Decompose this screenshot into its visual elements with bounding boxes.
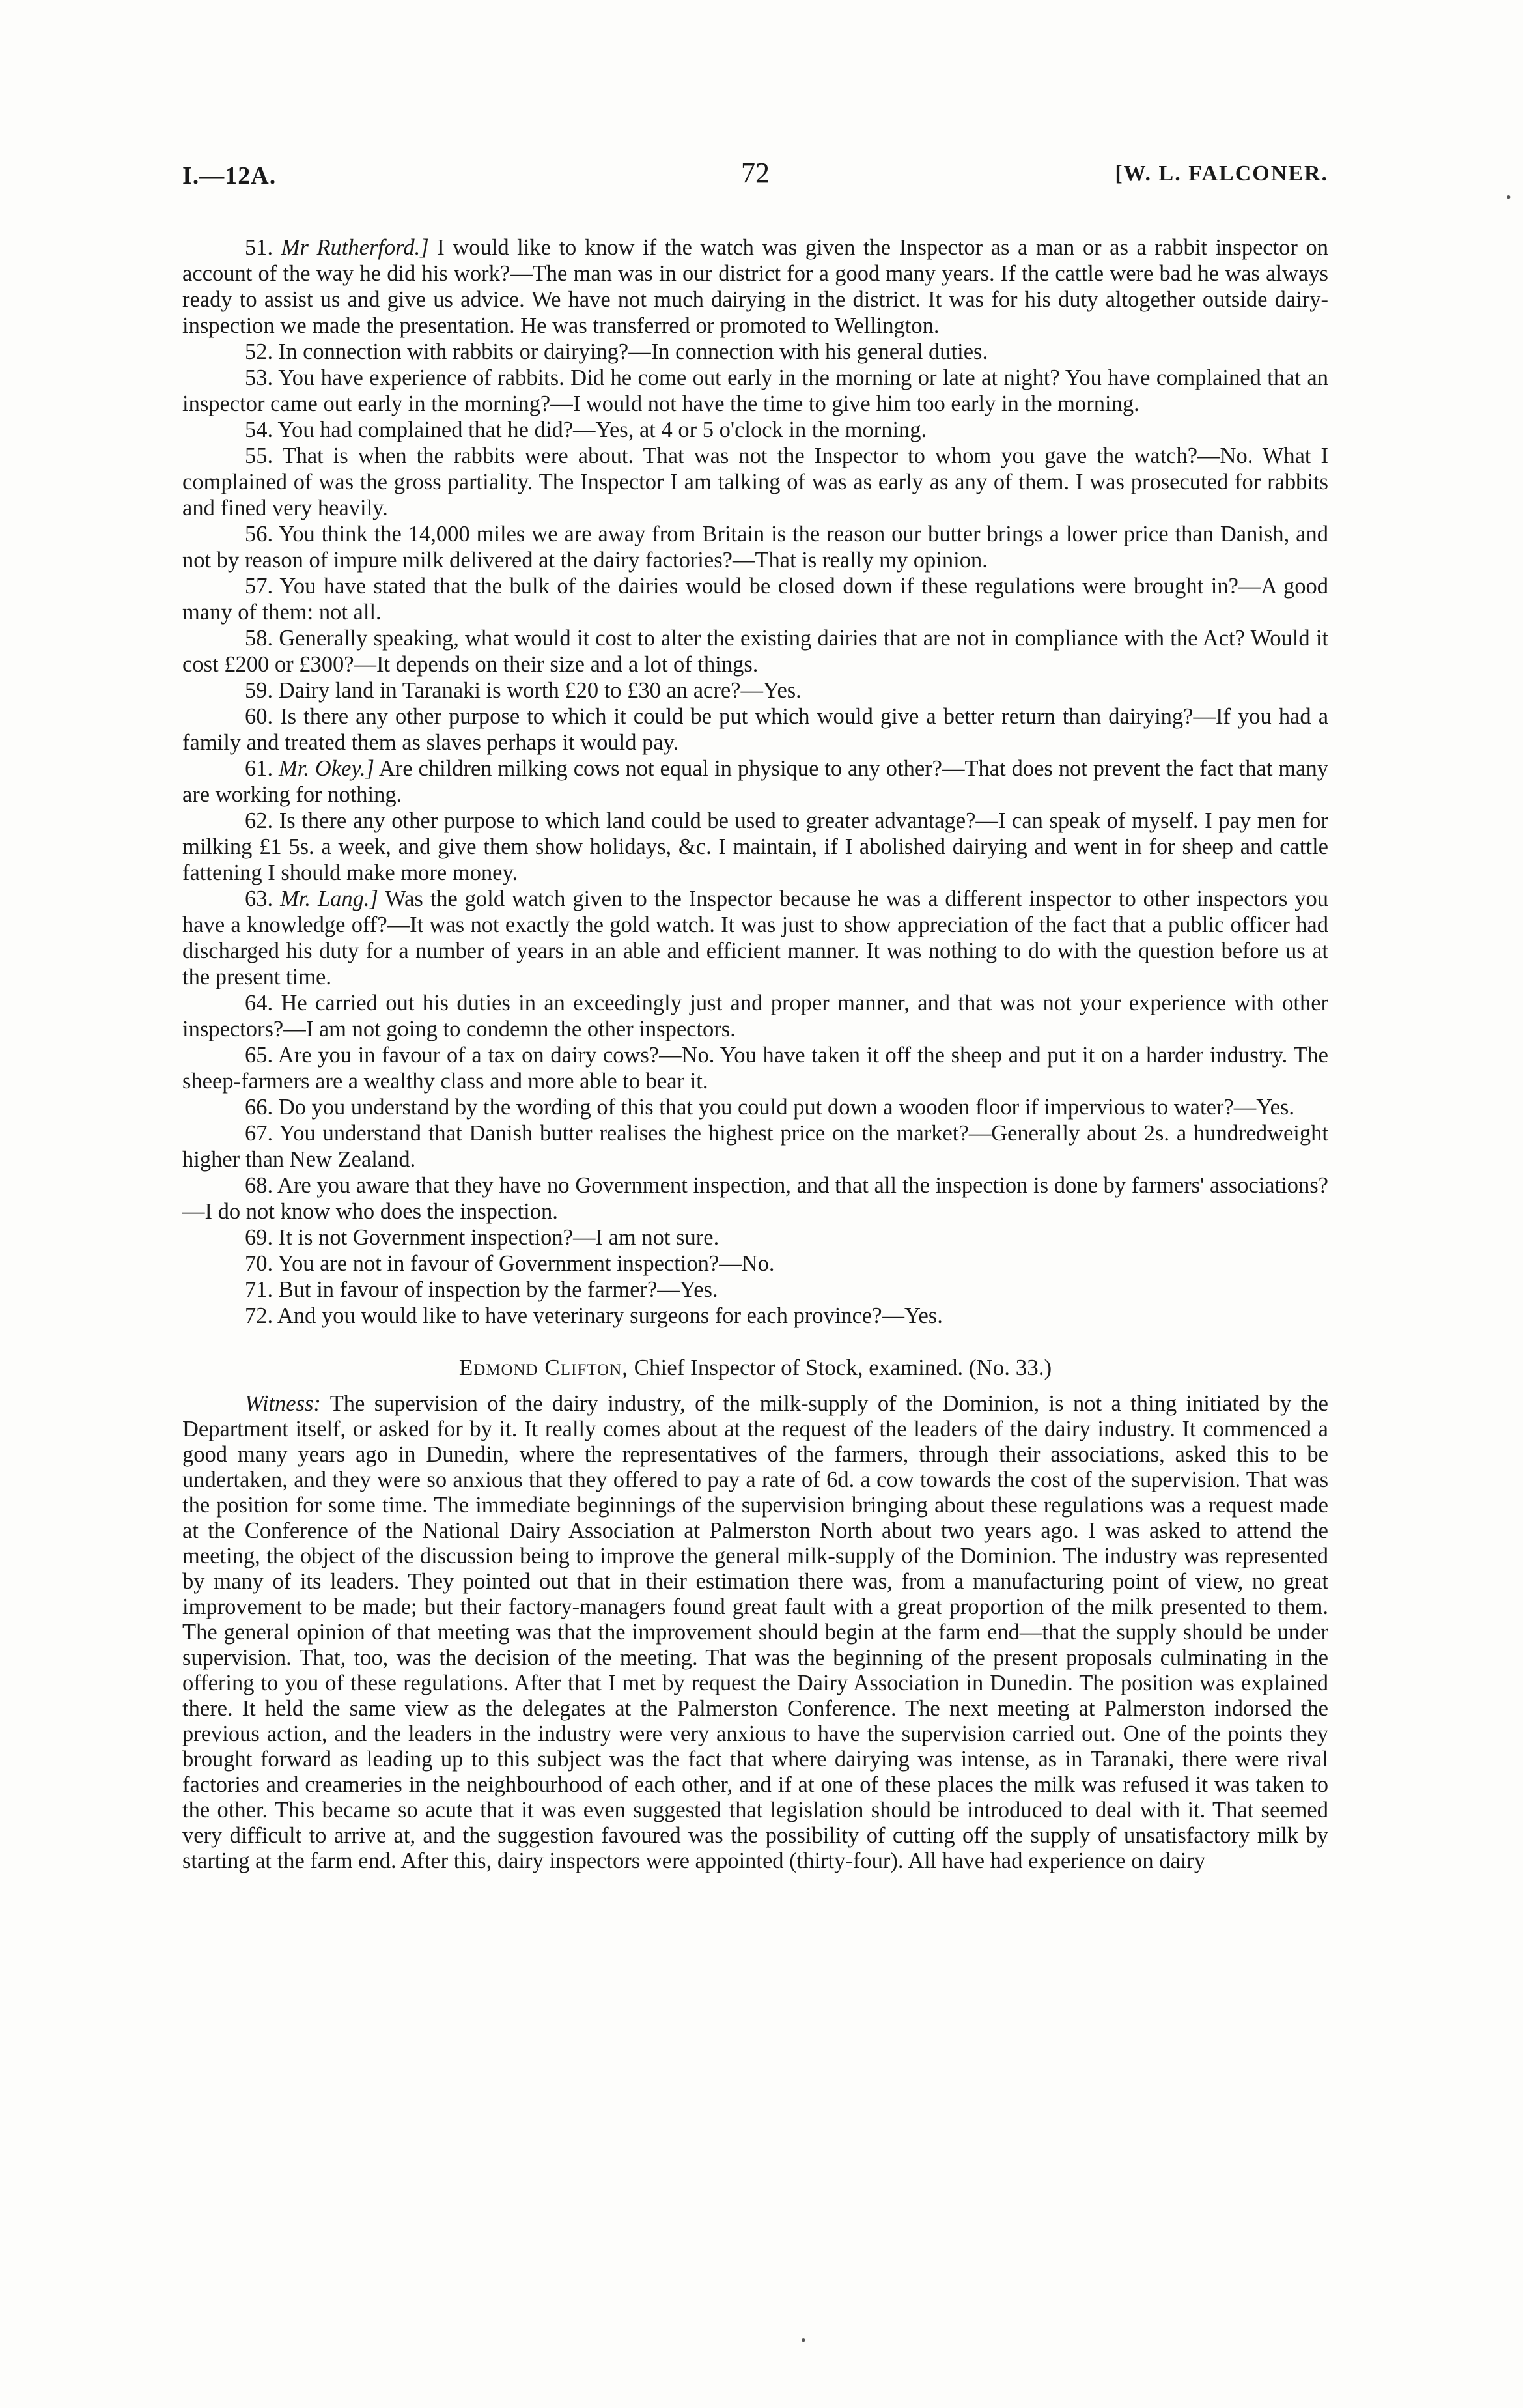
- qa-text: Dairy land in Taranaki is worth £20 to £30 an acre?—Yes.: [278, 678, 802, 703]
- qa-paragraph: [182, 1094, 1328, 1120]
- qa-text: You had complained that he did?—Yes, at 4 or 5 o'clock in the morning.: [277, 418, 927, 442]
- qa-paragraph: [182, 365, 1328, 417]
- qa-text: Is there any other purpose to which it could be put which would give a better return than dairying?—If you had a family and treated them as slaves perhaps it would pay.: [182, 704, 1329, 755]
- qa-paragraph: [182, 756, 1328, 808]
- question-number: 53.: [245, 365, 273, 390]
- question-number: 61.: [245, 756, 273, 781]
- question-number: 59.: [245, 678, 273, 703]
- qa-text: You have experience of rabbits. Did he come out early in the morning or late at night? You have complained that an inspector came out early in the morning?—I would not have the time to give him too early in the morning.: [182, 365, 1328, 416]
- page-header: [182, 157, 1328, 201]
- question-number: 71.: [245, 1277, 273, 1302]
- qa-text: You think the 14,000 miles we are away from Britain is the reason our butter brings a lower price than Danish, and not by reason of impure milk delivered at the dairy factories?—That is really my opinion.: [182, 522, 1328, 573]
- qa-text: You are not in favour of Government inspection?—No.: [277, 1251, 775, 1276]
- qa-paragraph: [182, 1225, 1328, 1251]
- document-body: [182, 234, 1328, 1874]
- qa-text: I would like to know if the watch was given the Inspector as a man or as a rabbit inspector on account of the way he did his work?—The man was in our district for a good many years. If the cattle were bad he was always ready to assist us and give us advice. We have not much dairying in the district. It was for his duty altogether outside dairy-inspection we made the presentation. He was transferred or promoted to Wellington.: [182, 235, 1329, 338]
- question-number: 57.: [245, 574, 273, 599]
- questioner-name: Mr. Okey.]: [279, 756, 374, 781]
- qa-paragraph: [182, 808, 1328, 886]
- qa-text: But in favour of inspection by the farmer?—Yes.: [278, 1277, 718, 1302]
- qa-text: That is when the rabbits were about. That was not the Inspector to whom you gave the watch?—No. What I complained of was the gross partiality. The Inspector I am talking of was as early as any of them. I was prosecuted for rabbits and fined very heavily.: [182, 444, 1328, 520]
- section-heading: [182, 1355, 1328, 1381]
- qa-text: Do you understand by the wording of this that you could put down a wooden floor if impervious to water?—Yes.: [278, 1095, 1295, 1120]
- question-number: 65.: [245, 1043, 273, 1068]
- question-number: 51.: [245, 235, 273, 260]
- qa-paragraph: [182, 886, 1328, 990]
- witness-title: Chief Inspector of Stock, examined. (No. 33.): [634, 1355, 1052, 1380]
- witness-statement: [182, 1391, 1328, 1874]
- witness-name: Edmond Clifton,: [458, 1355, 628, 1380]
- qa-text: He carried out his duties in an exceedingly just and proper manner, and that was not your experience with other inspectors?—I am not going to condemn the other inspectors.: [182, 991, 1328, 1041]
- qa-paragraph: [182, 443, 1328, 521]
- qa-text: It is not Government inspection?—I am not sure.: [278, 1225, 720, 1250]
- question-answer-list: [182, 234, 1328, 1329]
- qa-paragraph: [182, 339, 1328, 365]
- question-number: 69.: [245, 1225, 273, 1250]
- paper-reference: I.—12A.: [182, 162, 277, 190]
- question-number: 54.: [245, 418, 273, 442]
- question-number: 72.: [245, 1303, 273, 1328]
- witness-text: The supervision of the dairy industry, of the milk-supply of the Dominion, is not a thing initiated by the Department itself, or asked for by it. It really comes about at the request of the leaders of the dairy industry. It commenced a good many years ago in Dunedin, where the representatives of the farmers, through their associations, asked this to be undertaken, and they were so anxious that they offered to pay a rate of 6d. a cow towards the cost of the supervision. That was the position for some time. The immediate beginnings of the supervision bringing about these regulations was a request made at the Conference of the National Dairy Association at Palmerston North about two years ago. I was asked to attend the meeting, the object of the discussion being to improve the general milk-supply of the Dominion. The industry was represented by many of its leaders. They pointed out that in their estimation there was, from a manufacturing point of view, no great improvement to be made; but their factory-managers found great fault with a great proportion of the milk presented to them. The general opinion of that meeting was that the improvement should begin at the farm end—that the supply should be under supervision. That, too, was the decision of the meeting. That was the beginning of the present proposals culminating in the offering to you of these regulations. After that I met by request the Dairy Association in Dunedin. The position was explained there. It held the same view as the delegates at the Palmerston Conference. The next meeting at Palmerston indorsed the previous action, and the leaders in the industry were very anxious to have the supervision carried out. One of the points they brought forward as leading up to this subject was the fact that where dairying was intense, as in Taranaki, there were rival factories and creameries in the neighbourhood of each other, and if at one of these places the milk was refused it was taken to the other. This became so acute that it was even suggested that legislation should be introduced to deal with it. That seemed very difficult to arrive at, and the suggestion favoured was the possibility of cutting off the supply of unsatisfactory milk by starting at the farm end. After this, dairy inspectors were appointed (thirty-four). All have had experience on dairy: [182, 1391, 1328, 1873]
- qa-paragraph: [182, 703, 1328, 756]
- qa-text: Was the gold watch given to the Inspector because he was a different inspector to other inspectors you have a knowledge off?—It was not exactly the gold watch. It was just to show appreciation of the fact that a public officer had discharged his duty for a number of years in an able and efficient manner. It was nothing to do with the question before us at the present time.: [182, 886, 1329, 989]
- scan-speck: •: [801, 2332, 806, 2348]
- qa-paragraph: [182, 417, 1328, 443]
- page-number: 72: [741, 157, 770, 189]
- questioner-name: Mr Rutherford.]: [281, 235, 429, 260]
- question-number: 62.: [245, 808, 273, 833]
- question-number: 60.: [245, 704, 273, 729]
- qa-text: Is there any other purpose to which land could be used to greater advantage?—I can speak of myself. I pay men for milking £1 5s. a week, and give them show holidays, &c. I maintain, if I abolished dairying and went in for sheep and cattle fattening I should make more money.: [182, 808, 1328, 885]
- qa-text: Are you aware that they have no Government inspection, and that all the inspection is done by farmers' associations?—I do not know who does the inspection.: [182, 1173, 1328, 1224]
- qa-paragraph: [182, 990, 1328, 1042]
- qa-text: Are children milking cows not equal in physique to any other?—That does not prevent the fact that many are working for nothing.: [182, 756, 1328, 807]
- qa-paragraph: [182, 625, 1328, 677]
- qa-text: You understand that Danish butter realises the highest price on the market?—Generally about 2s. a hundredweight higher than New Zealand.: [182, 1121, 1328, 1172]
- qa-text: Generally speaking, what would it cost to alter the existing dairies that are not in compliance with the Act? Would it cost £200 or £300?—It depends on their size and a lot of things.: [182, 626, 1328, 677]
- qa-paragraph: [182, 234, 1328, 339]
- qa-paragraph: [182, 1120, 1328, 1172]
- witness-name-header: [W. L. FALCONER.: [1115, 162, 1328, 186]
- question-number: 70.: [245, 1251, 273, 1276]
- qa-paragraph: [182, 521, 1328, 573]
- scan-speck: •: [1506, 189, 1511, 205]
- qa-text: In connection with rabbits or dairying?—In connection with his general duties.: [278, 339, 988, 364]
- qa-text: You have stated that the bulk of the dairies would be closed down if these regulations were brought in?—A good many of them: not all.: [182, 574, 1328, 625]
- qa-paragraph: [182, 1303, 1328, 1329]
- question-number: 66.: [245, 1095, 273, 1120]
- qa-paragraph: [182, 573, 1328, 625]
- qa-paragraph: [182, 1172, 1328, 1225]
- qa-paragraph: [182, 1277, 1328, 1303]
- question-number: 67.: [245, 1121, 273, 1146]
- witness-label: Witness:: [245, 1391, 321, 1416]
- question-number: 58.: [245, 626, 273, 651]
- qa-text: And you would like to have veterinary surgeons for each province?—Yes.: [277, 1303, 943, 1328]
- qa-paragraph: [182, 1251, 1328, 1277]
- qa-paragraph: [182, 1042, 1328, 1094]
- question-number: 63.: [245, 886, 273, 911]
- question-number: 64.: [245, 991, 273, 1015]
- qa-text: Are you in favour of a tax on dairy cows?—No. You have taken it off the sheep and put it on a harder industry. The sheep-farmers are a wealthy class and more able to bear it.: [182, 1043, 1328, 1094]
- question-number: 56.: [245, 522, 273, 546]
- question-number: 68.: [245, 1173, 273, 1198]
- questioner-name: Mr. Lang.]: [280, 886, 378, 911]
- qa-paragraph: [182, 677, 1328, 703]
- question-number: 52.: [245, 339, 273, 364]
- question-number: 55.: [245, 444, 273, 468]
